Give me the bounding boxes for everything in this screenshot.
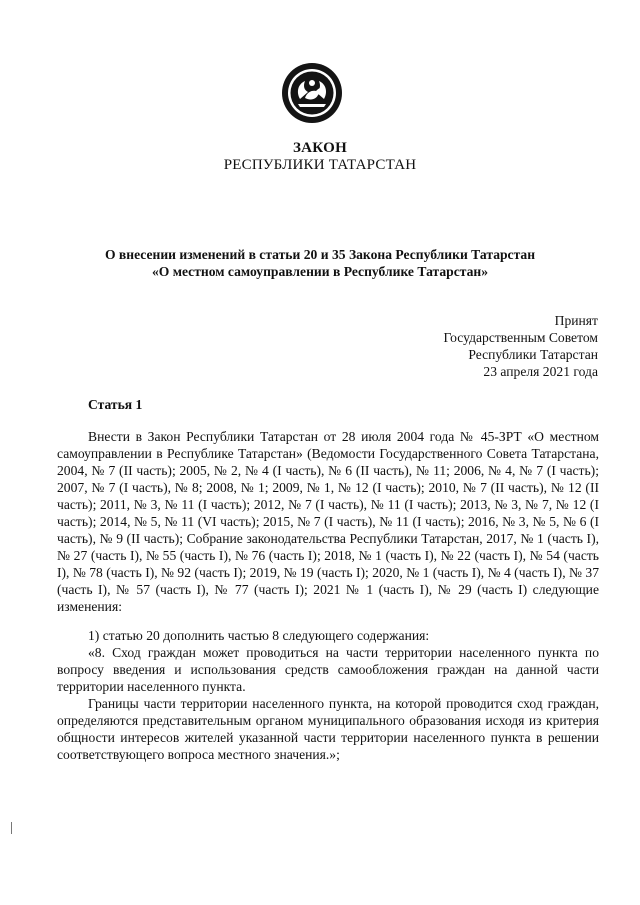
law-subject-line: «О местном самоуправлении в Республике Татарстан» [151, 264, 489, 279]
law-subject [60, 246, 580, 280]
article-body [57, 428, 599, 763]
law-subject-line: О внесении изменений в статьи 20 и 35 Закона Республики Татарстан [104, 247, 536, 262]
adoption-line: Государственным Советом [443, 330, 598, 345]
adoption-line: Принят [554, 313, 598, 328]
adoption-block [443, 312, 598, 380]
article-heading: Статья 1 [88, 397, 143, 412]
quoted-paragraph: Границы части территории населенного пункта, на которой проводится сход граждан, определяются представительным органом муниципального образования исходя из критерия общности интересов жителей указанной части территории населенного пункта в решении соответствующего вопроса местного значения.»; [57, 696, 599, 762]
adoption-date: 23 апреля 2021 года [483, 364, 598, 379]
tatarstan-emblem-icon [281, 62, 343, 124]
adoption-line: Республики Татарстан [468, 347, 598, 362]
law-title: ЗАКОН [292, 140, 348, 156]
amendment-item: 1) статью 20 дополнить частью 8 следующего содержания: [88, 628, 430, 643]
scan-margin-mark [11, 822, 12, 834]
article-intro-paragraph: Внести в Закон Республики Татарстан от 28 июля 2004 года № 45-ЗРТ «О местном самоуправлении в Республике Татарстан» (Ведомости Государственного Совета Татарстана, 2004, № 7 (II часть); 2005, № 2, № 4 (I часть), № 6 (II часть), № 11; 2006, № 4, № 7 (I часть); 2007, № 7 (I часть), № 8; 2008, № 1; 2009, № 1, № 12 (I часть); 2010, № 7 (II часть), № 12 (II часть); 2011, № 3, № 11 (I часть); 2012, № 7 (I часть), № 11 (I часть); 2013, № 3, № 7, № 12 (I часть); 2014, № 5, № 11 (VI часть); 2015, № 7 (I часть), № 11 (I часть); 2016, № 3, № 5, № 6 (I часть), № 9 (II часть); Собрание законодательства Республики Татарстан, 2017, № 1 (часть I), № 27 (часть I), № 55 (часть I), № 76 (часть I); 2018, № 1 (часть I), № 22 (часть I), № 54 (часть I), № 78 (часть I), № 92 (часть I); 2019, № 19 (часть I); 2020, № 1 (часть I), № 4 (часть I), № 37 (часть I), № 57 (часть I), № 77 (часть I); 2021 № 1 (часть I), № 29 (часть I) следующие изменения: [57, 429, 599, 614]
law-issuer: РЕСПУБЛИКИ ТАТАРСТАН [223, 157, 417, 173]
quoted-paragraph: «8. Сход граждан может проводиться на части территории населенного пункта по вопросу введения и использования средств самообложения граждан на данной части территории населенного пункта. [57, 645, 599, 694]
